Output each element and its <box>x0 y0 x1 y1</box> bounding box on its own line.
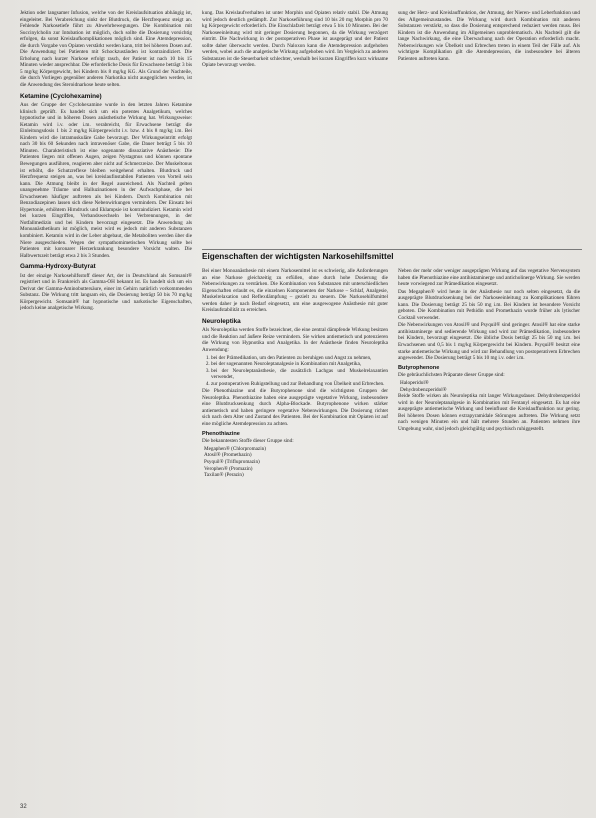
column-right-bottom <box>398 268 580 798</box>
numbered-list <box>202 355 388 388</box>
paragraph: Die Phenothiazine und die Butyrophenone sind die wichtigsten Gruppen der Neuroleptika. Phenothiazine haben eine ausgeprägte vegetative Wirkung, insbesondere eine Blutdrucksenkung durch Alpha-Blockade. Butyrophenone wirken stärker antiemetisch und haben geringere vegetative Nebenwirkungen. Die Dosierung richtet sich nach dem Alter und Zustand des Patienten. Bei der Kombination mit Opiaten ist auf eine mögliche Atemdepression zu achten. <box>202 388 388 427</box>
paragraph: kung. Das Kreislaufverhalten ist unter Morphin und Opiaten relativ stabil. Die Atmung wird jedoch deutlich gedämpft. Zur Narkoseführung sind 10 bis 20 mg Morphin pro 70 kg Körpergewicht erforderlich. Die Einschlafzeit beträgt etwa 5 bis 10 Minuten. Bei der Narkoseeinleitung wird mit geringer Dosierung begonnen, da die Wirkung verzögert eintritt. Die Nachwirkung in der postoperativen Phase ist ausgeprägt und der Patient sollte daher überwacht werden. Durch Naloxon kann die Atemdepression aufgehoben werden, wobei auch die analgetische Wirkung aufgehoben wird. Im Vergleich zu anderen Substanzen ist die Steuerbarkeit schlechter, weshalb bei kurzen Eingriffen kurz wirksame Opiate bevorzugt werden. <box>202 10 388 69</box>
list-item: 3. bei der Neuroleptanästhesie, die zusätzlich Lachgas und Muskelrelaxantien verwendet, <box>211 368 388 381</box>
list-item: Taxilan® (Perazin) <box>204 472 244 479</box>
paragraph: Das Megaphen® wird heute in der Anästhesie nur noch selten eingesetzt, da die ausgeprägte Blutdrucksenkung bei der Narkoseeinleitung zu Komplikationen führen kann. Die Dosierung beträgt 25 bis 50 mg i.m. Bei Kindern ist besondere Vorsicht geboten. Die Kombination mit Pethidin und Promethazin wurde früher als lytischer Cocktail verwendet. <box>398 288 580 321</box>
list-item: Atosil® (Promethazin) <box>204 452 252 459</box>
paragraph: Die bekanntesten Stoffe dieser Gruppe sind: <box>202 438 294 445</box>
page-number: 32 <box>20 804 27 810</box>
paragraph: sung der Herz- und Kreislauffunktion, der Atmung, der Nieren- und Leberfunktion und des Allgemeinzustandes. Die Wirkung wird durch Kombination mit anderen Substanzen verstärkt, so dass die Dosierung entsprechend reduziert werden muss. Bei Kindern ist die Anwendung im Allgemeinen unproblematisch. Als Nachteil gilt die lange Nachwirkung, die eine Überwachung nach der Operation erforderlich macht. Nebenwirkungen wie Übelkeit und Erbrechen treten in einem Teil der Fälle auf. Als wichtigste Komplikation gilt die Atemdepression, die insbesondere bei älteren Patienten auftreten kann. <box>398 10 580 62</box>
list-item: 2. bei der sogenannten Neuroleptanalgesie in Kombination mit Analgetika, <box>211 361 388 368</box>
list-item: Megaphen® (Chlorpromazin) <box>204 445 266 452</box>
paragraph: Neben der mehr oder weniger ausgeprägten Wirkung auf das vegetative Nervensystem haben die Phenothiazine eine antihistaminerge und anticholinerge Wirkung. Sie werden heute vorwiegend zur Prämedikation eingesetzt. <box>398 268 580 288</box>
column-middle-top <box>202 10 388 250</box>
column-middle-bottom <box>202 268 388 798</box>
list-item: Psyquil® (Triflupromazin) <box>204 458 260 465</box>
list-item: 1. bei der Prämedikation, um den Patienten zu beruhigen und Angst zu nehmen, <box>211 355 388 362</box>
heading-butyrophenone: Butyrophenone <box>398 364 440 371</box>
list-item: Dehydrobenzperidol® <box>400 386 447 393</box>
column-left <box>20 10 192 800</box>
paragraph: Als Neuroleptika werden Stoffe bezeichnet, die eine zentral dämpfende Wirkung besitzen und die Reaktion auf äußere Reize vermindern. Sie wirken antiemetisch und potenzieren die Wirkung von Hypnotika und Analgetika. In der Anästhesie finden Neuroleptika Anwendung: <box>202 327 388 353</box>
paragraph: Die gebräuchlichsten Präparate dieser Gruppe sind: <box>398 372 505 379</box>
drug-list <box>202 446 388 479</box>
paragraph: Bei einer Monoanästhesie mit einem Narkosemittel ist es schwierig, alle Anforderungen an eine Narkose gleichzeitig zu erfüllen, ohne durch hohe Dosierung die Nebenwirkungen zu verstärken. Die Kombination von Substanzen mit unterschiedlichen Eigenschaften erlaubt es, die einzelnen Komponenten der Narkose – Schlaf, Analgesie, Muskelrelaxation und Reflexdämpfung – gezielt zu steuern. Die Narkosehilfsmittel werden daher je nach Bedarf eingesetzt, um eine ausgewogene Anästhesie mit guter Kreislaufstabilität zu erreichen. <box>202 268 388 314</box>
paragraph: Aus der Gruppe der Cyclohexamine wurde in den letzten Jahren Ketamine klinisch geprüft. Es handelt sich um ein potentes Analgetikum, welches hypnotische und in höheren Dosen anästhetische Wirkung hat. Wirkungsweise: Ketamin wird i.v. oder i.m. verabreicht, für Erwachsene beträgt die Einleitungsdosis 1 bis 2 mg/kg Körpergewicht i.v. bzw. 4 bis 8 mg/kg i.m. Bei Kindern wird die intramuskuläre Gabe bevorzugt. Der Wirkungseintritt erfolgt nach 30 bis 60 Sekunden nach intravenöser Gabe, die Dauer beträgt 5 bis 10 Minuten. Charakteristisch ist eine sogenannte dissoziative Anästhesie: Die Patienten liegen mit offenen Augen, zeigen Nystagmus und können spontane Bewegungen ausführen, reagieren aber nicht auf Schmerzreize. Der Muskeltonus ist erhöht, die Schutzreflexe bleiben weitgehend erhalten. Blutdruck und Herzfrequenz steigen an, was bei kreislaufinstabilen Patienten von Vorteil sein kann. Die Atmung bleibt in der Regel ausreichend. Als Nachteil gelten unangenehme Träume und Halluzinationen in der Aufwachphase, die bei Erwachsenen häufiger auftreten als bei Kindern. Durch Kombination mit Benzodiazepinen lassen sich diese Nebenwirkungen vermindern. Der Einsatz bei Hypertonie, erhöhtem Hirndruck und Eklampsie ist kontraindiziert. Ketamin wird bei kurzen Eingriffen, Verbandswechseln bei Verbrennungen, in der Notfallmedizin und bei Kindern bevorzugt eingesetzt. Die Anwendung als Monoanästhetikum ist möglich, meist wird es jedoch mit anderen Substanzen kombiniert. Ketamin wird in der Leber abgebaut, die Metaboliten werden über die Niere ausgeschieden. Wegen der sympathomimetischen Wirkung sollte bei Patienten mit koronarer Herzerkrankung besondere Vorsicht walten. Die Halbwertszeit beträgt etwa 2 bis 3 Stunden. <box>20 102 192 259</box>
heading-phenothiazine: Phenothiazine <box>202 430 240 437</box>
section-title: Eigenschaften der wichtigsten Narkosehilfsmittel <box>202 249 582 262</box>
paragraph: Beide Stoffe wirken als Neuroleptika mit langer Wirkungsdauer. Dehydrobenzperidol wird in der Neuroleptanalgesie in Kombination mit Fentanyl eingesetzt. Es hat eine ausgeprägte antiemetische Wirkung und beeinflusst die Kreislauffunktion nur gering. Bei höheren Dosen können extrapyramidale Störungen auftreten. Die Wirkung setzt nach wenigen Minuten ein und hält mehrere Stunden an. Patienten nehmen ihre Umgebung wahr, sind jedoch gleichgültig und psychisch ruhiggestellt. <box>398 393 580 432</box>
heading-gamma-hydroxy-butyrat: Gamma-Hydroxy-Butyrat <box>20 263 96 271</box>
heading-neuroleptika: Neuroleptika <box>202 317 241 325</box>
list-item: Haloperidol® <box>400 380 429 386</box>
paragraph: Jektion oder langsamer Infusion, welche von der Kreislaufsituation abhängig ist, eingeleitet. Bei Verabreichung sinkt der Blutdruck, die Herzfrequenz steigt an. Fehlende Narkosetiefe führt zu Abwehrbewegungen. Die Kombination mit Succinylcholin zur Intubation ist möglich, doch sollte die Dosierung vorsichtig erfolgen, da sonst Kreislaufkomplikationen möglich sind. Eine Atemdepression, die durch Vorgabe von Opiaten verstärkt werden kann, tritt bei höheren Dosen auf. Die Anwendung bei Patienten mit Schockzuständen ist kontraindiziert. Die Erholung nach kurzer Narkose erfolgt rasch, der Patient ist nach 10 bis 15 Minuten wieder ansprechbar. Die erforderliche Dosis für Erwachsene beträgt 3 bis 5 mg/kg Körpergewicht, bei Kindern bis 8 mg/kg KG. Als Grund der Nachteile, die durch Vorliegen gegenüber anderen Narkotika nicht ausgeglichen werden, ist die Anwendung des Steroidnarkose heute selten. <box>20 10 192 89</box>
paragraph: Die Nebenwirkungen von Atosil® und Psyquil® sind geringer. Atosil® hat eine starke antihistaminerge und sedierende Wirkung und wird zur Prämedikation, insbesondere bei Kindern, bevorzugt eingesetzt. Die übliche Dosis beträgt 25 bis 50 mg i.m. bei Erwachsenen und 0,5 bis 1 mg/kg Körpergewicht bei Kindern. Psyquil® besitzt eine starke antiemetische Wirkung und wird zur Behandlung von postoperativem Erbrechen angewendet. Die Dosierung beträgt 5 bis 10 mg i.v. oder i.m. <box>398 322 580 362</box>
heading-ketamine: Ketamine (Cyclohexamine) <box>20 92 102 100</box>
drug-list <box>398 380 580 393</box>
list-item: 4. zur postoperativen Ruhigstellung und zur Behandlung von Übelkeit und Erbrechen. <box>211 381 388 388</box>
column-right-top <box>398 10 580 250</box>
paragraph: Ist der einzige Narkosehilfsstoff dieser Art, der in Deutschland als Somsanit® registriert und in Frankreich als Gamma-OH bekannt ist. Es handelt sich um ein Derivat der Gamma-Aminobuttersäure, einer im Gehirn natürlich vorkommenden Substanz. Die Wirkung tritt langsam ein, die Dosierung beträgt 50 bis 70 mg/kg Körpergewicht. Somsanit® hat hypnotische und narkotische Eigenschaften, jedoch keine analgetische Wirkung. <box>20 272 192 312</box>
list-item: Verophen® (Promazin) <box>204 465 253 472</box>
